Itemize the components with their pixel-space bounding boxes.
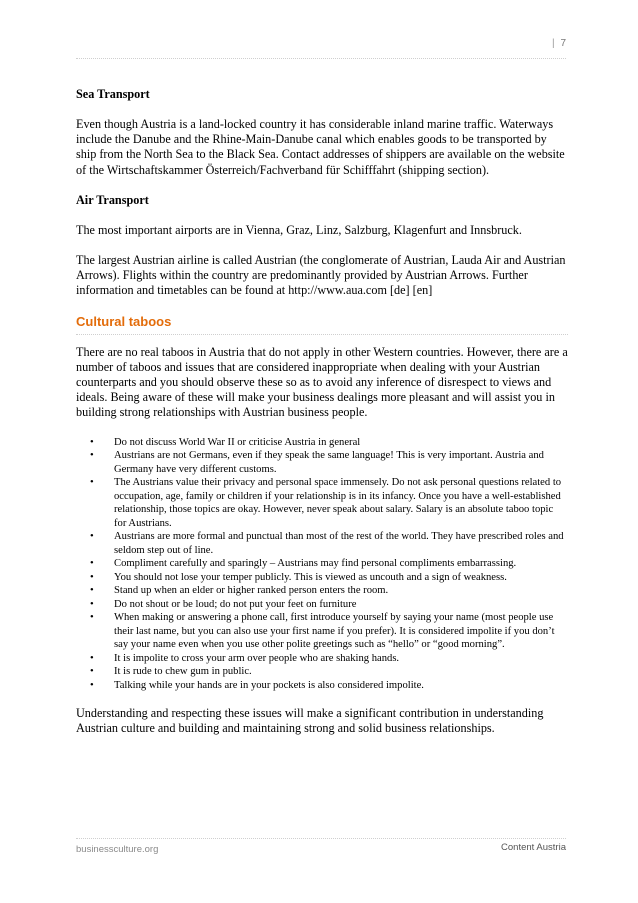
bullet-icon: •	[90, 450, 94, 462]
bullet-icon: •	[90, 558, 94, 570]
page-content	[76, 87, 568, 752]
bullet-icon: •	[90, 652, 94, 664]
page-number-block	[552, 38, 566, 49]
list-item	[76, 679, 568, 693]
page-header	[76, 32, 566, 59]
list-item	[76, 584, 568, 598]
taboo-list	[76, 436, 568, 693]
list-item-text: Austrians are more formal and punctual than most of the rest of the world. They have prescribed roles and seldom step out of line.	[114, 531, 564, 556]
list-item-text: Do not discuss World War II or criticise Austria in general	[114, 436, 361, 448]
page-footer	[76, 838, 566, 859]
bullet-icon: •	[90, 571, 94, 583]
list-item-text: Do not shout or be loud; do not put your feet on furniture	[114, 598, 357, 610]
list-item-text: When making or answering a phone call, first introduce yourself by saying your name (most people use their last name, but you can also use your first name if you prefer). It is considered impolite if you don’t say your name even when you use other polite greetings such as “hello” or “good morning”.	[114, 612, 555, 651]
list-item-text: Compliment carefully and sparingly – Austrians may find personal compliments embarrassing.	[114, 558, 517, 570]
bullet-icon: •	[90, 598, 94, 610]
list-item	[76, 476, 568, 530]
header-separator: |	[552, 38, 555, 49]
cultural-taboos-heading: Cultural taboos	[76, 314, 568, 335]
bullet-icon: •	[90, 679, 94, 691]
list-item-text: Stand up when an elder or higher ranked person enters the room.	[114, 585, 389, 597]
list-item-text: You should not lose your temper publicly. This is viewed as uncouth and a sign of weakness.	[114, 571, 507, 583]
footer-title: Content Austria	[501, 842, 566, 853]
list-item	[76, 571, 568, 585]
list-item-text: It is rude to chew gum in public.	[114, 666, 252, 678]
list-item	[76, 449, 568, 476]
list-item	[76, 557, 568, 571]
list-item	[76, 665, 568, 679]
list-item	[76, 598, 568, 612]
list-item-text: The Austrians value their privacy and personal space immensely. Do not ask personal questions related to occupation, age, family or children if your relationship is in its infancy. Once you have a well-established relationship, those topics are okay. However, never speak about salary. Salary is an absolute taboo topic for Austrians.	[114, 477, 562, 529]
list-item-text: It is impolite to cross your arm over people who are shaking hands.	[114, 652, 400, 664]
bullet-icon: •	[90, 666, 94, 678]
bullet-icon: •	[90, 531, 94, 543]
air-transport-airports: The most important airports are in Vienna, Graz, Linz, Salzburg, Klagenfurt and Innsbruck.	[76, 222, 522, 237]
air-transport-heading: Air Transport	[76, 192, 149, 207]
list-item	[76, 652, 568, 666]
page-number: 7	[560, 38, 566, 49]
sea-transport-heading: Sea Transport	[76, 87, 150, 101]
cultural-taboos-intro: There are no real taboos in Austria that do not apply in other Western countries. However, there are a number of taboos and issues that are considered inappropriate when dealing with your Austrian counterparts and you should observe these so as to avoid any inference of disrespect to views and ideals. Being aware of these will make your business dealings more pleasant and will assist you in building strong relationships with Austrian business people.	[76, 344, 568, 420]
list-item	[76, 530, 568, 557]
list-item	[76, 436, 568, 450]
sea-transport-text: Even though Austria is a land-locked country it has considerable inland marine traffic. Waterways include the Danube and the Rhine-Main-Danube canal which enables goods to be transported by ship from the North Sea to the Black Sea. Contact addresses of shippers are available on the website of the Wirtschaftskammer Österreich/Fachverband für Schifffahrt (shipping section).	[76, 117, 565, 177]
bullet-icon: •	[90, 612, 94, 624]
bullet-icon: •	[90, 585, 94, 597]
list-item-text: Austrians are not Germans, even if they speak the same language! This is very important. Austria and Germany have very different customs.	[114, 450, 544, 475]
list-item-text: Talking while your hands are in your pockets is also considered impolite.	[114, 679, 424, 691]
footer-site: businessculture.org	[76, 844, 159, 855]
list-item	[76, 611, 568, 652]
cultural-taboos-conclusion: Understanding and respecting these issues will make a significant contribution in understanding Austrian culture and building and maintaining strong and solid business relationships.	[76, 706, 544, 736]
air-transport-airline: The largest Austrian airline is called Austrian (the conglomerate of Austrian, Lauda Air and Austrian Arrows). Flights within the country are predominantly provided by Austrian Arrows. Further information and timetables can be found at http://www.aua.com [de] [en]	[76, 253, 566, 298]
bullet-icon: •	[90, 436, 94, 448]
bullet-icon: •	[90, 477, 94, 489]
